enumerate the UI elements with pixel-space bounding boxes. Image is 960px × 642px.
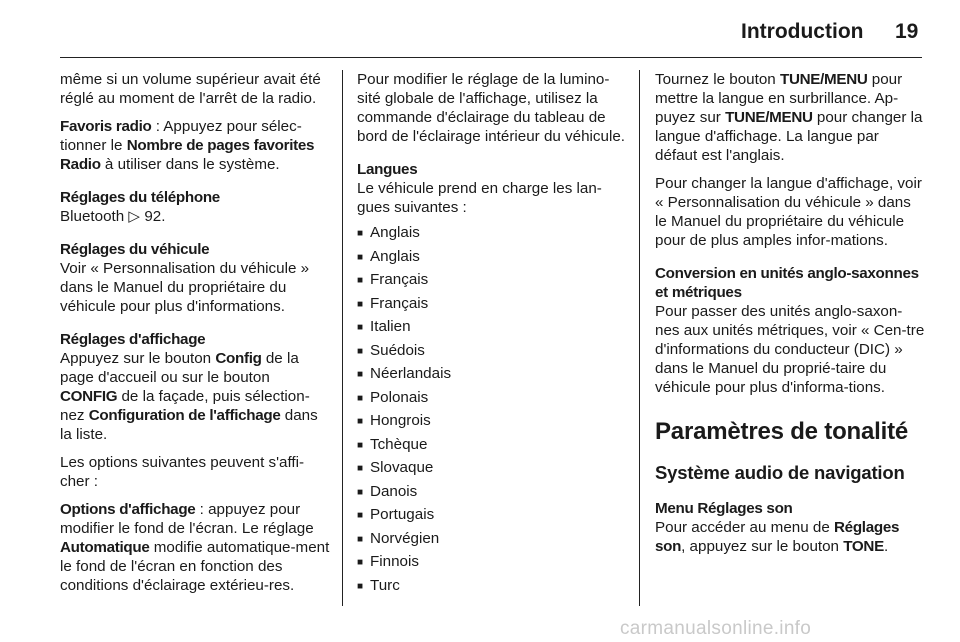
subchapter-heading: Système audio de navigation [655, 462, 905, 483]
paragraph: Tournez le bouton TUNE/MENU pour mettre la langue en surbrillance. Ap-puyez sur TUNE/MENU pour changer la langue d'affichage. La langue par défaut est l'anglais. [655, 71, 923, 164]
language-label: Anglais [370, 247, 420, 265]
page-ref-link[interactable]: 92. [144, 208, 166, 225]
language-item [357, 341, 627, 365]
bullet-icon: ■ [357, 369, 364, 380]
bullet-icon: ■ [357, 345, 364, 357]
language-list [357, 223, 627, 599]
bullet-icon: ■ [357, 510, 364, 521]
arrow-ref-icon: ▷ [128, 208, 141, 225]
paragraph-favorites: Favoris radio : Appuyez pour sélec-tionner le Nombre de pages favorites Radio à utiliser dans le système. [60, 118, 315, 173]
page-title: Introduction [741, 20, 864, 43]
column-divider [342, 70, 343, 606]
page-number: 19 [895, 20, 919, 43]
section-heading: Menu Réglages son [655, 500, 793, 517]
bullet-icon: ■ [357, 580, 364, 592]
language-label: Norvégien [370, 529, 440, 547]
bullet-icon: ■ [357, 392, 364, 404]
bullet-icon: ■ [357, 251, 364, 263]
section-heading: Réglages du téléphone [60, 189, 220, 206]
term-favorites: Favoris radio [60, 118, 152, 135]
paragraph-options: Options d'affichage : appuyez pour modifier le fond de l'écran. Le réglage Automatique modifie automatique-ment le fond de l'écran en fonction des conditions d'éclairage extérieu-res. [60, 501, 330, 594]
section-vehicle: Réglages du véhicule Voir « Personnalisation du véhicule » dans le Manuel du propriétaire du véhicule pour plus d'informations. [60, 241, 310, 315]
bullet-icon: ■ [357, 486, 364, 498]
bullet-icon: ■ [357, 322, 364, 333]
paragraph: Pour modifier le réglage de la lumino-sité globale de l'affichage, utilisez la commande d'éclairage du tableau de bord de l'éclairage intérieur du véhicule. [357, 71, 625, 145]
language-item [357, 458, 627, 482]
language-label: Hongrois [370, 412, 431, 429]
column-divider [639, 70, 640, 606]
language-label: Danois [370, 482, 418, 500]
header-rule [60, 57, 922, 58]
bullet-icon: ■ [357, 275, 364, 286]
language-label: Slovaque [370, 459, 434, 476]
column-middle [357, 70, 627, 599]
bullet-icon: ■ [357, 439, 364, 451]
language-label: Portugais [370, 506, 435, 523]
section-heading: Langues [357, 161, 418, 178]
section-menu: Menu Réglages son Pour accéder au menu de Réglages son, appuyez sur le bouton TONE. [655, 500, 900, 555]
section-display: Réglages d'affichage Appuyez sur le bouton Config de la page d'accueil ou sur le bouton CONFIG de la façade, puis sélection-nez Configuration de l'affichage dans la liste. [60, 331, 318, 443]
section-heading: Réglages d'affichage [60, 331, 206, 348]
language-label: Turc [370, 576, 400, 594]
language-label: Finnois [370, 553, 419, 570]
column-right [655, 70, 925, 565]
bullet-icon: ■ [357, 533, 364, 545]
language-label: Suédois [370, 341, 425, 359]
language-item [357, 247, 627, 271]
page-header [0, 0, 960, 60]
language-label: Tchèque [370, 435, 428, 453]
bullet-icon: ■ [357, 298, 364, 310]
bullet-icon: ■ [357, 416, 364, 427]
section-phone: Réglages du téléphone Bluetooth ▷ 92. [60, 189, 220, 225]
language-item [357, 317, 627, 341]
chapter-heading: Paramètres de tonalité [655, 418, 909, 445]
bullet-icon: ■ [357, 463, 364, 474]
bullet-icon: ■ [357, 228, 364, 239]
language-item [357, 576, 627, 600]
section-conversion: Conversion en unités anglo-saxonnes et métriques Pour passer des unités anglo-saxon-nes aux unités métriques, voir « Cen-tre d'informations du conducteur (DIC) » dans le Manuel du proprié-taire du véhicule pour plus d'informa-tions. [655, 265, 925, 396]
paragraph: même si un volume supérieur avait été réglé au moment de l'arrêt de la radio. [60, 71, 321, 107]
section-heading: Conversion en unités anglo-saxonnes et métriques [655, 265, 919, 301]
language-label: Polonais [370, 388, 429, 406]
language-label: Français [370, 294, 429, 312]
watermark: carmanualsonline.info [620, 618, 812, 639]
column-left [60, 70, 330, 604]
language-item [357, 529, 627, 553]
section-heading: Réglages du véhicule [60, 241, 210, 258]
bullet-icon: ■ [357, 557, 364, 568]
paragraph: Les options suivantes peuvent s'affi-cher : [60, 454, 305, 490]
paragraph: Pour changer la langue d'affichage, voir « Personnalisation du véhicule » dans le Manuel du propriétaire du véhicule pour de plus amples infor-mations. [655, 175, 922, 249]
language-item [357, 411, 627, 435]
language-item [357, 505, 627, 529]
language-label: Français [370, 271, 429, 288]
language-item [357, 388, 627, 412]
language-item [357, 364, 627, 388]
language-label: Anglais [370, 224, 420, 241]
language-item [357, 223, 627, 247]
language-label: Néerlandais [370, 365, 452, 382]
language-item [357, 552, 627, 576]
language-label: Italien [370, 318, 411, 335]
language-item [357, 482, 627, 506]
language-item [357, 294, 627, 318]
language-item [357, 270, 627, 294]
language-item [357, 435, 627, 459]
section-languages: Langues Le véhicule prend en charge les lan-gues suivantes : [357, 161, 602, 216]
